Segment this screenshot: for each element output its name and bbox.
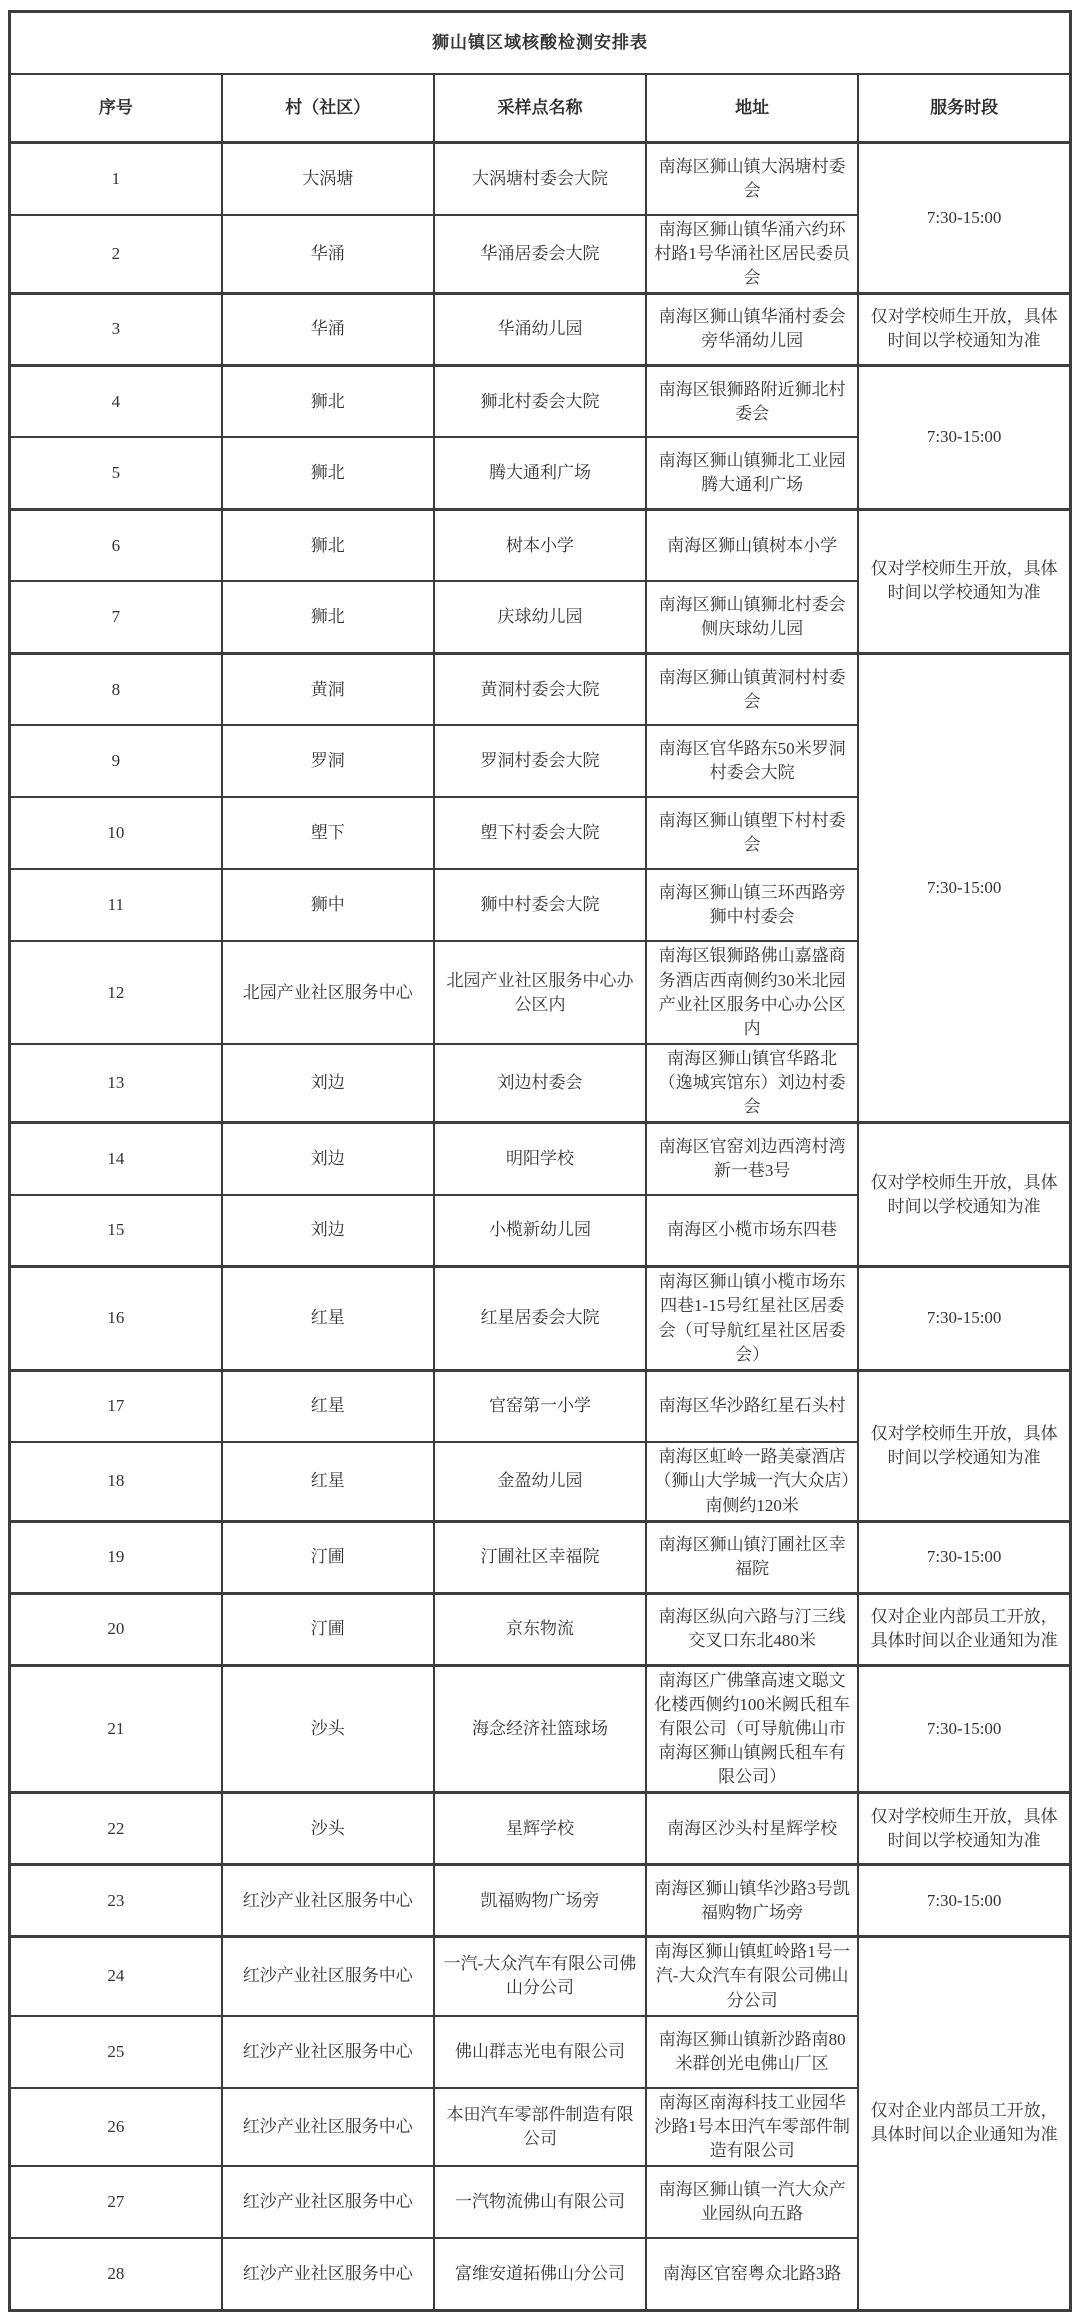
site-name-cell: 金盈幼儿园 bbox=[434, 1442, 646, 1521]
row-number: 26 bbox=[10, 2088, 222, 2166]
village-cell: 华涌 bbox=[222, 293, 434, 365]
village-cell: 刘边 bbox=[222, 1044, 434, 1123]
address-cell: 南海区华沙路红星石头村 bbox=[646, 1370, 858, 1442]
address-cell: 南海区银狮路附近狮北村委会 bbox=[646, 365, 858, 437]
row-number: 19 bbox=[10, 1521, 222, 1593]
site-name-cell: 大涡塘村委会大院 bbox=[434, 143, 646, 215]
row-number: 12 bbox=[10, 941, 222, 1044]
address-cell: 南海区纵向六路与汀三线交叉口东北480米 bbox=[646, 1593, 858, 1665]
address-cell: 南海区狮山镇狮北工业园腾大通利广场 bbox=[646, 437, 858, 509]
site-name-cell: 一汽物流佛山有限公司 bbox=[434, 2166, 646, 2238]
site-name-cell: 刘边村委会 bbox=[434, 1044, 646, 1123]
row-number: 23 bbox=[10, 1865, 222, 1937]
site-name-cell: 海念经济社篮球场 bbox=[434, 1665, 646, 1793]
col-header-seq: 序号 bbox=[10, 74, 222, 143]
service-period-cell: 仅对学校师生开放，具体时间以学校通知为准 bbox=[858, 509, 1070, 653]
service-period-cell: 7:30-15:00 bbox=[858, 365, 1070, 509]
village-cell: 红沙产业社区服务中心 bbox=[222, 1937, 434, 2016]
address-cell: 南海区狮山镇官华路北（逸城宾馆东）刘边村委会 bbox=[646, 1044, 858, 1123]
site-name-cell: 官窑第一小学 bbox=[434, 1370, 646, 1442]
title-row bbox=[10, 12, 1071, 75]
row-number: 28 bbox=[10, 2238, 222, 2310]
site-name-cell: 小榄新幼儿园 bbox=[434, 1195, 646, 1267]
address-cell: 南海区狮山镇新沙路南80米群创光电佛山厂区 bbox=[646, 2016, 858, 2088]
site-name-cell: 星辉学校 bbox=[434, 1793, 646, 1865]
village-cell: 红星 bbox=[222, 1442, 434, 1521]
header-row bbox=[10, 74, 1071, 143]
address-cell: 南海区南海科技工业园华沙路1号本田汽车零部件制造有限公司 bbox=[646, 2088, 858, 2166]
table-title: 狮山镇区域核酸检测安排表 bbox=[10, 12, 1071, 75]
row-number: 9 bbox=[10, 725, 222, 797]
row-number: 1 bbox=[10, 143, 222, 215]
village-cell: 沙头 bbox=[222, 1665, 434, 1793]
row-number: 25 bbox=[10, 2016, 222, 2088]
address-cell: 南海区狮山镇汀圃社区幸福院 bbox=[646, 1521, 858, 1593]
address-cell: 南海区狮山镇小榄市场东四巷1-15号红星社区居委会（可导航红星社区居委会） bbox=[646, 1267, 858, 1371]
site-name-cell: 罗洞村委会大院 bbox=[434, 725, 646, 797]
table-row bbox=[10, 1665, 1071, 1793]
site-name-cell: 佛山群志光电有限公司 bbox=[434, 2016, 646, 2088]
address-cell: 南海区银狮路佛山嘉盛商务酒店西南侧约30米北园产业社区服务中心办公区内 bbox=[646, 941, 858, 1044]
row-number: 17 bbox=[10, 1370, 222, 1442]
village-cell: 大涡塘 bbox=[222, 143, 434, 215]
service-period-cell: 7:30-15:00 bbox=[858, 653, 1070, 1122]
table-row bbox=[10, 1937, 1071, 2016]
site-name-cell: 腾大通利广场 bbox=[434, 437, 646, 509]
service-period-cell: 仅对企业内部员工开放，具体时间以企业通知为准 bbox=[858, 1937, 1070, 2310]
site-name-cell: 一汽-大众汽车有限公司佛山分公司 bbox=[434, 1937, 646, 2016]
table-row bbox=[10, 1267, 1071, 1371]
row-number: 5 bbox=[10, 437, 222, 509]
address-cell: 南海区狮山镇塱下村村委会 bbox=[646, 797, 858, 869]
address-cell: 南海区狮山镇虹岭路1号一汽-大众汽车有限公司佛山分公司 bbox=[646, 1937, 858, 2016]
site-name-cell: 红星居委会大院 bbox=[434, 1267, 646, 1371]
row-number: 10 bbox=[10, 797, 222, 869]
table-row bbox=[10, 1593, 1071, 1665]
address-cell: 南海区虹岭一路美豪酒店（狮山大学城一汽大众店）南侧约120米 bbox=[646, 1442, 858, 1521]
site-name-cell: 明阳学校 bbox=[434, 1123, 646, 1195]
col-header-site: 采样点名称 bbox=[434, 74, 646, 143]
site-name-cell: 庆球幼儿园 bbox=[434, 581, 646, 653]
village-cell: 红星 bbox=[222, 1267, 434, 1371]
table-row bbox=[10, 143, 1071, 215]
col-header-village: 村（社区） bbox=[222, 74, 434, 143]
row-number: 21 bbox=[10, 1665, 222, 1793]
row-number: 20 bbox=[10, 1593, 222, 1665]
village-cell: 狮北 bbox=[222, 437, 434, 509]
table-row bbox=[10, 365, 1071, 437]
village-cell: 红沙产业社区服务中心 bbox=[222, 1865, 434, 1937]
row-number: 16 bbox=[10, 1267, 222, 1371]
row-number: 18 bbox=[10, 1442, 222, 1521]
village-cell: 刘边 bbox=[222, 1123, 434, 1195]
row-number: 14 bbox=[10, 1123, 222, 1195]
site-name-cell: 狮北村委会大院 bbox=[434, 365, 646, 437]
row-number: 13 bbox=[10, 1044, 222, 1123]
site-name-cell: 塱下村委会大院 bbox=[434, 797, 646, 869]
address-cell: 南海区官窑刘边西湾村湾新一巷3号 bbox=[646, 1123, 858, 1195]
row-number: 4 bbox=[10, 365, 222, 437]
address-cell: 南海区官华路东50米罗洞村委会大院 bbox=[646, 725, 858, 797]
row-number: 15 bbox=[10, 1195, 222, 1267]
village-cell: 狮中 bbox=[222, 869, 434, 941]
address-cell: 南海区狮山镇华沙路3号凯福购物广场旁 bbox=[646, 1865, 858, 1937]
row-number: 2 bbox=[10, 215, 222, 294]
site-name-cell: 华涌居委会大院 bbox=[434, 215, 646, 294]
table-row bbox=[10, 293, 1071, 365]
table-row bbox=[10, 1793, 1071, 1865]
village-cell: 狮北 bbox=[222, 365, 434, 437]
row-number: 24 bbox=[10, 1937, 222, 2016]
village-cell: 北园产业社区服务中心 bbox=[222, 941, 434, 1044]
address-cell: 南海区狮山镇大涡塘村委会 bbox=[646, 143, 858, 215]
village-cell: 汀圃 bbox=[222, 1593, 434, 1665]
address-cell: 南海区官窑粤众北路3路 bbox=[646, 2238, 858, 2310]
service-period-cell: 仅对企业内部员工开放，具体时间以企业通知为准 bbox=[858, 1593, 1070, 1665]
village-cell: 华涌 bbox=[222, 215, 434, 294]
village-cell: 狮北 bbox=[222, 509, 434, 581]
table-row bbox=[10, 1865, 1071, 1937]
service-period-cell: 仅对学校师生开放，具体时间以学校通知为准 bbox=[858, 293, 1070, 365]
address-cell: 南海区狮山镇华涌村委会旁华涌幼儿园 bbox=[646, 293, 858, 365]
row-number: 6 bbox=[10, 509, 222, 581]
site-name-cell: 凯福购物广场旁 bbox=[434, 1865, 646, 1937]
village-cell: 塱下 bbox=[222, 797, 434, 869]
service-period-cell: 7:30-15:00 bbox=[858, 1665, 1070, 1793]
village-cell: 红沙产业社区服务中心 bbox=[222, 2238, 434, 2310]
village-cell: 狮北 bbox=[222, 581, 434, 653]
address-cell: 南海区狮山镇狮北村委会侧庆球幼儿园 bbox=[646, 581, 858, 653]
address-cell: 南海区小榄市场东四巷 bbox=[646, 1195, 858, 1267]
village-cell: 刘边 bbox=[222, 1195, 434, 1267]
row-number: 7 bbox=[10, 581, 222, 653]
service-period-cell: 仅对学校师生开放，具体时间以学校通知为准 bbox=[858, 1123, 1070, 1267]
address-cell: 南海区狮山镇树本小学 bbox=[646, 509, 858, 581]
table-row bbox=[10, 1370, 1071, 1442]
table-row bbox=[10, 1123, 1071, 1195]
address-cell: 南海区狮山镇三环西路旁狮中村委会 bbox=[646, 869, 858, 941]
address-cell: 南海区狮山镇华涌六约环村路1号华涌社区居民委员会 bbox=[646, 215, 858, 294]
site-name-cell: 北园产业社区服务中心办公区内 bbox=[434, 941, 646, 1044]
village-cell: 罗洞 bbox=[222, 725, 434, 797]
col-header-service: 服务时段 bbox=[858, 74, 1070, 143]
row-number: 27 bbox=[10, 2166, 222, 2238]
service-period-cell: 7:30-15:00 bbox=[858, 143, 1070, 294]
col-header-address: 地址 bbox=[646, 74, 858, 143]
village-cell: 沙头 bbox=[222, 1793, 434, 1865]
service-period-cell: 仅对学校师生开放，具体时间以学校通知为准 bbox=[858, 1370, 1070, 1521]
village-cell: 黄洞 bbox=[222, 653, 434, 725]
village-cell: 汀圃 bbox=[222, 1521, 434, 1593]
site-name-cell: 树本小学 bbox=[434, 509, 646, 581]
site-name-cell: 华涌幼儿园 bbox=[434, 293, 646, 365]
row-number: 8 bbox=[10, 653, 222, 725]
service-period-cell: 7:30-15:00 bbox=[858, 1865, 1070, 1937]
address-cell: 南海区广佛肇高速文聪文化楼西侧约100米阙氏租车有限公司（可导航佛山市南海区狮山镇阙氏租车有限公司） bbox=[646, 1665, 858, 1793]
site-name-cell: 京东物流 bbox=[434, 1593, 646, 1665]
site-name-cell: 本田汽车零部件制造有限公司 bbox=[434, 2088, 646, 2166]
site-name-cell: 富维安道拓佛山分公司 bbox=[434, 2238, 646, 2310]
service-period-cell: 仅对学校师生开放，具体时间以学校通知为准 bbox=[858, 1793, 1070, 1865]
service-period-cell: 7:30-15:00 bbox=[858, 1521, 1070, 1593]
table-row bbox=[10, 653, 1071, 725]
nucleic-acid-testing-table bbox=[8, 10, 1072, 2312]
table-row bbox=[10, 509, 1071, 581]
table-row bbox=[10, 1521, 1071, 1593]
site-name-cell: 汀圃社区幸福院 bbox=[434, 1521, 646, 1593]
site-name-cell: 狮中村委会大院 bbox=[434, 869, 646, 941]
row-number: 3 bbox=[10, 293, 222, 365]
address-cell: 南海区狮山镇黄洞村村委会 bbox=[646, 653, 858, 725]
village-cell: 红星 bbox=[222, 1370, 434, 1442]
address-cell: 南海区沙头村星辉学校 bbox=[646, 1793, 858, 1865]
village-cell: 红沙产业社区服务中心 bbox=[222, 2166, 434, 2238]
site-name-cell: 黄洞村委会大院 bbox=[434, 653, 646, 725]
row-number: 22 bbox=[10, 1793, 222, 1865]
address-cell: 南海区狮山镇一汽大众产业园纵向五路 bbox=[646, 2166, 858, 2238]
village-cell: 红沙产业社区服务中心 bbox=[222, 2088, 434, 2166]
table-body bbox=[10, 143, 1071, 2311]
row-number: 11 bbox=[10, 869, 222, 941]
village-cell: 红沙产业社区服务中心 bbox=[222, 2016, 434, 2088]
service-period-cell: 7:30-15:00 bbox=[858, 1267, 1070, 1371]
